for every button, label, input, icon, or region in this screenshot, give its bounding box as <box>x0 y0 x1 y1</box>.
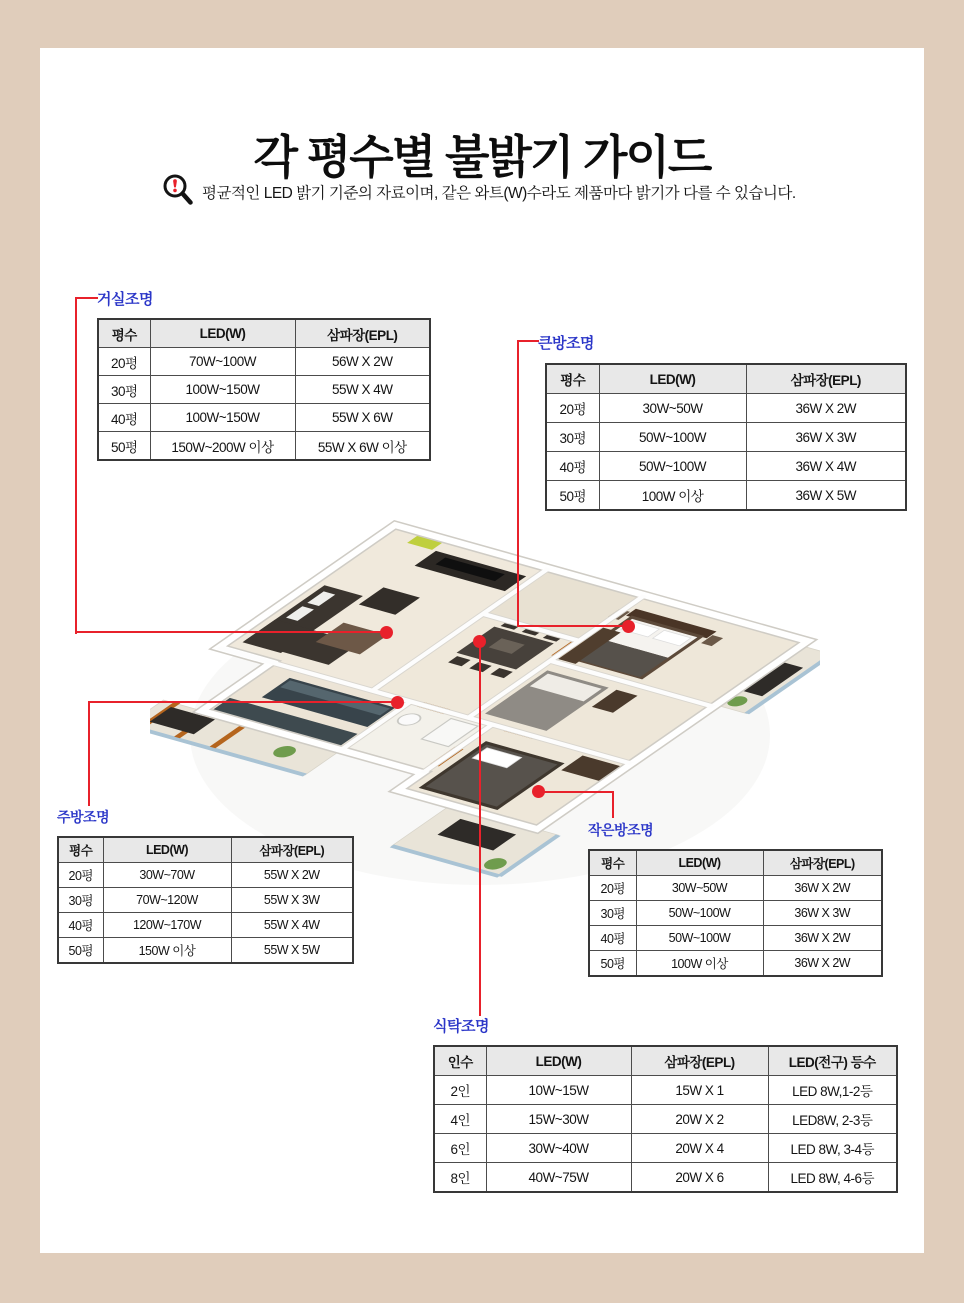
table-header-row <box>98 319 430 348</box>
table-cell: 36W X 2W <box>763 951 882 977</box>
column-header: LED(W) <box>103 837 231 863</box>
page-title: 각 평수별 불밝기 가이드 <box>253 130 711 183</box>
table-cell: 20평 <box>58 863 103 888</box>
column-header: 평수 <box>546 364 599 394</box>
column-header: 삼파장(EPL) <box>295 319 430 348</box>
table-cell: 55W X 6W <box>295 404 430 432</box>
column-header: LED(W) <box>150 319 295 348</box>
table-cell: 100W 이상 <box>599 481 746 511</box>
table-cell: 30W~70W <box>103 863 231 888</box>
table-cell: 8인 <box>434 1163 486 1193</box>
table-cell: 30W~50W <box>636 876 763 901</box>
living-connector-vertical <box>75 297 77 634</box>
table-cell: LED8W, 2-3등 <box>768 1105 897 1134</box>
table-cell: 6인 <box>434 1134 486 1163</box>
table-row <box>546 423 906 452</box>
column-header: 평수 <box>589 850 636 876</box>
table-row <box>58 938 353 964</box>
table-cell: 36W X 2W <box>746 394 906 423</box>
table-cell: 30평 <box>98 376 150 404</box>
column-header: LED(전구) 등수 <box>768 1046 897 1076</box>
table-cell: 20평 <box>98 348 150 376</box>
table-cell: 40평 <box>546 452 599 481</box>
table-cell: 50평 <box>546 481 599 511</box>
table-cell: 55W X 2W <box>231 863 353 888</box>
small-room-dot <box>532 785 545 798</box>
living-connector-bracket <box>75 297 98 299</box>
column-header: 평수 <box>98 319 150 348</box>
living-table-title: 거실조명 <box>97 291 153 308</box>
column-header: 삼파장(EPL) <box>763 850 882 876</box>
living-table <box>97 318 431 461</box>
table-cell: 30평 <box>589 901 636 926</box>
table-cell: 36W X 4W <box>746 452 906 481</box>
table-row <box>434 1134 897 1163</box>
living-table-block <box>97 288 431 461</box>
smallroom-table <box>588 849 883 977</box>
table-cell: 56W X 2W <box>295 348 430 376</box>
table-cell: 70W~100W <box>150 348 295 376</box>
table-row <box>546 452 906 481</box>
table-row <box>58 913 353 938</box>
table-cell: 20평 <box>546 394 599 423</box>
table-row <box>434 1163 897 1193</box>
table-row <box>98 376 430 404</box>
table-cell: 150W 이상 <box>103 938 231 964</box>
living-connector-horizontal <box>75 631 387 633</box>
notice-text: 평균적인 LED 밝기 기준의 자료이며, 같은 와트(W)수라도 제품마다 밝기가 다를 수 있습니다. <box>202 185 796 202</box>
table-row <box>98 404 430 432</box>
table-row <box>98 432 430 461</box>
table-cell: 10W~15W <box>486 1076 631 1105</box>
table-cell: 100W~150W <box>150 376 295 404</box>
table-cell: 50평 <box>98 432 150 461</box>
table-cell: 100W 이상 <box>636 951 763 977</box>
table-cell: 30W~50W <box>599 394 746 423</box>
table-row <box>589 876 882 901</box>
table-header-row <box>434 1046 897 1076</box>
table-cell: 50평 <box>589 951 636 977</box>
table-cell: 55W X 5W <box>231 938 353 964</box>
kitchen-table <box>57 836 354 964</box>
table-row <box>98 348 430 376</box>
table-row <box>58 863 353 888</box>
table-cell: 55W X 4W <box>295 376 430 404</box>
table-row <box>434 1105 897 1134</box>
table-header-row <box>58 837 353 863</box>
table-cell: 100W~150W <box>150 404 295 432</box>
table-cell: 55W X 4W <box>231 913 353 938</box>
smallroom-connector-vertical <box>612 791 614 818</box>
table-cell: 40평 <box>98 404 150 432</box>
table-cell: 20W X 4 <box>631 1134 768 1163</box>
kitchen-table-block <box>57 807 354 964</box>
table-cell: LED 8W,1-2등 <box>768 1076 897 1105</box>
column-header: 삼파장(EPL) <box>631 1046 768 1076</box>
column-header: 인수 <box>434 1046 486 1076</box>
bigroom-connector-vertical <box>517 340 519 627</box>
big-room-dot <box>622 620 635 633</box>
table-row <box>58 888 353 913</box>
column-header: 삼파장(EPL) <box>231 837 353 863</box>
table-cell: 50W~100W <box>636 926 763 951</box>
table-row <box>546 481 906 511</box>
table-cell: 55W X 3W <box>231 888 353 913</box>
smallroom-table-block <box>588 820 883 977</box>
column-header: LED(W) <box>599 364 746 394</box>
smallroom-table-title: 작은방조명 <box>588 822 654 838</box>
column-header: 삼파장(EPL) <box>746 364 906 394</box>
table-cell: 36W X 3W <box>763 901 882 926</box>
table-row <box>589 926 882 951</box>
table-cell: 40W~75W <box>486 1163 631 1193</box>
table-cell: 30W~40W <box>486 1134 631 1163</box>
table-cell: 20W X 2 <box>631 1105 768 1134</box>
kitchen-connector-vertical <box>88 701 90 806</box>
table-cell: 30평 <box>58 888 103 913</box>
column-header: LED(W) <box>636 850 763 876</box>
table-cell: 4인 <box>434 1105 486 1134</box>
living-room-dot <box>380 626 393 639</box>
dining-table-title: 식탁조명 <box>433 1018 489 1035</box>
table-cell: 15W X 1 <box>631 1076 768 1105</box>
dining-table-block <box>433 1015 898 1193</box>
table-cell: 36W X 2W <box>763 926 882 951</box>
dining-table <box>433 1045 898 1193</box>
kitchen-connector-horizontal <box>88 701 398 703</box>
table-cell: 50W~100W <box>599 423 746 452</box>
table-cell: 50W~100W <box>636 901 763 926</box>
bigroom-table-title: 큰방조명 <box>538 335 594 352</box>
table-cell: LED 8W, 4-6등 <box>768 1163 897 1193</box>
bigroom-table <box>545 363 907 511</box>
table-cell: 40평 <box>589 926 636 951</box>
column-header: 평수 <box>58 837 103 863</box>
column-header: LED(W) <box>486 1046 631 1076</box>
dining-table-dot <box>473 635 486 648</box>
table-header-row <box>589 850 882 876</box>
table-cell: 40평 <box>58 913 103 938</box>
table-row <box>434 1076 897 1105</box>
bigroom-connector-horizontal <box>517 625 629 627</box>
table-row <box>589 951 882 977</box>
table-cell: 50평 <box>58 938 103 964</box>
table-cell: 30평 <box>546 423 599 452</box>
table-cell: 20W X 6 <box>631 1163 768 1193</box>
table-cell: 150W~200W 이상 <box>150 432 295 461</box>
kitchen-dot <box>391 696 404 709</box>
table-cell: 36W X 5W <box>746 481 906 511</box>
smallroom-connector-horizontal <box>538 791 614 793</box>
table-cell: 36W X 3W <box>746 423 906 452</box>
table-row <box>546 394 906 423</box>
table-cell: 36W X 2W <box>763 876 882 901</box>
kitchen-table-title: 주방조명 <box>57 809 110 825</box>
table-cell: 50W~100W <box>599 452 746 481</box>
table-cell: 120W~170W <box>103 913 231 938</box>
table-header-row <box>546 364 906 394</box>
bigroom-table-block <box>536 332 907 511</box>
table-row <box>589 901 882 926</box>
table-cell: 55W X 6W 이상 <box>295 432 430 461</box>
table-cell: 70W~120W <box>103 888 231 913</box>
table-cell: LED 8W, 3-4등 <box>768 1134 897 1163</box>
magnifier-exclamation-icon <box>161 172 197 212</box>
table-cell: 20평 <box>589 876 636 901</box>
table-cell: 15W~30W <box>486 1105 631 1134</box>
table-cell: 2인 <box>434 1076 486 1105</box>
dining-connector-vertical <box>479 641 481 1016</box>
